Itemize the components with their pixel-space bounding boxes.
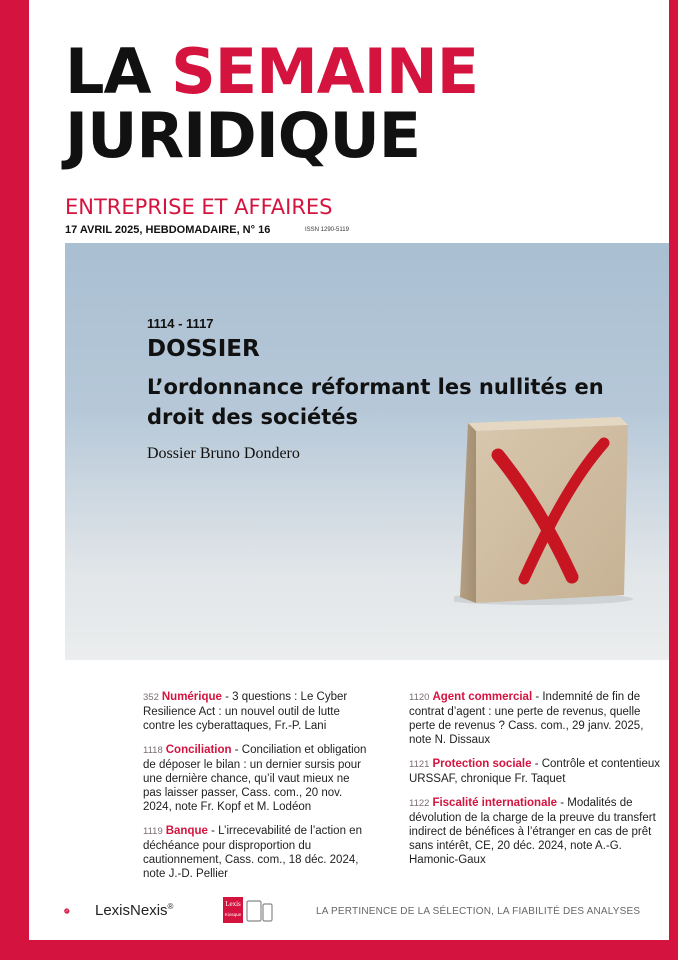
masthead-la: LA — [65, 35, 172, 108]
kiosque-device-icon — [223, 896, 275, 924]
contents-entry[interactable]: 1120 Agent commercial - Indemnité de fin de contrat d’agent : une perte de revenus, quelle perte de revenus ? Cass. com., 29 janv. 2025, note N. Dissaux — [409, 691, 644, 746]
dossier-author: Dossier Bruno Dondero — [147, 445, 300, 462]
issn: ISSN 1290-5119 — [305, 227, 349, 233]
masthead-title-line1 — [65, 35, 479, 108]
kiosque-top-label: Lexis — [225, 900, 241, 908]
contents-entry[interactable]: 352 Numérique - 3 questions : Le Cyber Resilience Act : un nouvel outil de lutte contre les cyberattaques, Fr.-P. Lani — [143, 691, 348, 732]
cube-x-icon — [454, 417, 634, 605]
cover-page — [29, 0, 669, 940]
lexisnexis-logo-icon — [64, 898, 90, 924]
masthead-semaine: SEMAINE — [171, 35, 479, 108]
contents-entry[interactable]: 1122 Fiscalité internationale - Modalités de dévolution de la charge de la preuve du transfert indirect de bénéfices à l’étranger en cas de prêt sans intérêt, CE, 20 déc. 2024, note A.-G. Hamonic-Gaux — [409, 797, 656, 866]
dossier-numbers: 1114 - 1117 — [147, 316, 214, 331]
dossier-title[interactable]: L’ordonnance réformant les nullités en droit des sociétés — [147, 375, 604, 429]
tagline: LA PERTINENCE DE LA SÉLECTION, LA FIABILITÉ DES ANALYSES — [316, 906, 641, 917]
contents-right-column — [409, 690, 661, 877]
edition-subtitle: ENTREPRISE ET AFFAIRES — [65, 195, 333, 219]
contents-left-column — [143, 690, 371, 891]
issue-info: 17 AVRIL 2025, HEBDOMADAIRE, N° 16 — [65, 224, 271, 236]
contents-entry[interactable]: 1119 Banque - L’irrecevabilité de l’action en déchéance pour disproportion du cautionnement, Cass. com., 18 déc. 2024, note J.-D. Pellier — [143, 825, 362, 880]
dossier-label: DOSSIER — [147, 336, 260, 362]
contents-entry[interactable]: 1118 Conciliation - Conciliation et obligation de déposer le bilan : un dernier sursis pour une dernière chance, qu’il vaut mieux ne pas laisser passer, Cass. com., 20 nov. 2024, note Fr. Kopf et M. Lodéon — [143, 744, 367, 813]
kiosque-bottom-label: Kiosque — [224, 912, 242, 917]
masthead-title-line2: JURIDIQUE — [65, 99, 421, 172]
publisher-name: LexisNexis® — [95, 902, 174, 919]
contents-entry[interactable]: 1121 Protection sociale - Contrôle et contentieux URSSAF, chronique Fr. Taquet — [409, 758, 660, 785]
